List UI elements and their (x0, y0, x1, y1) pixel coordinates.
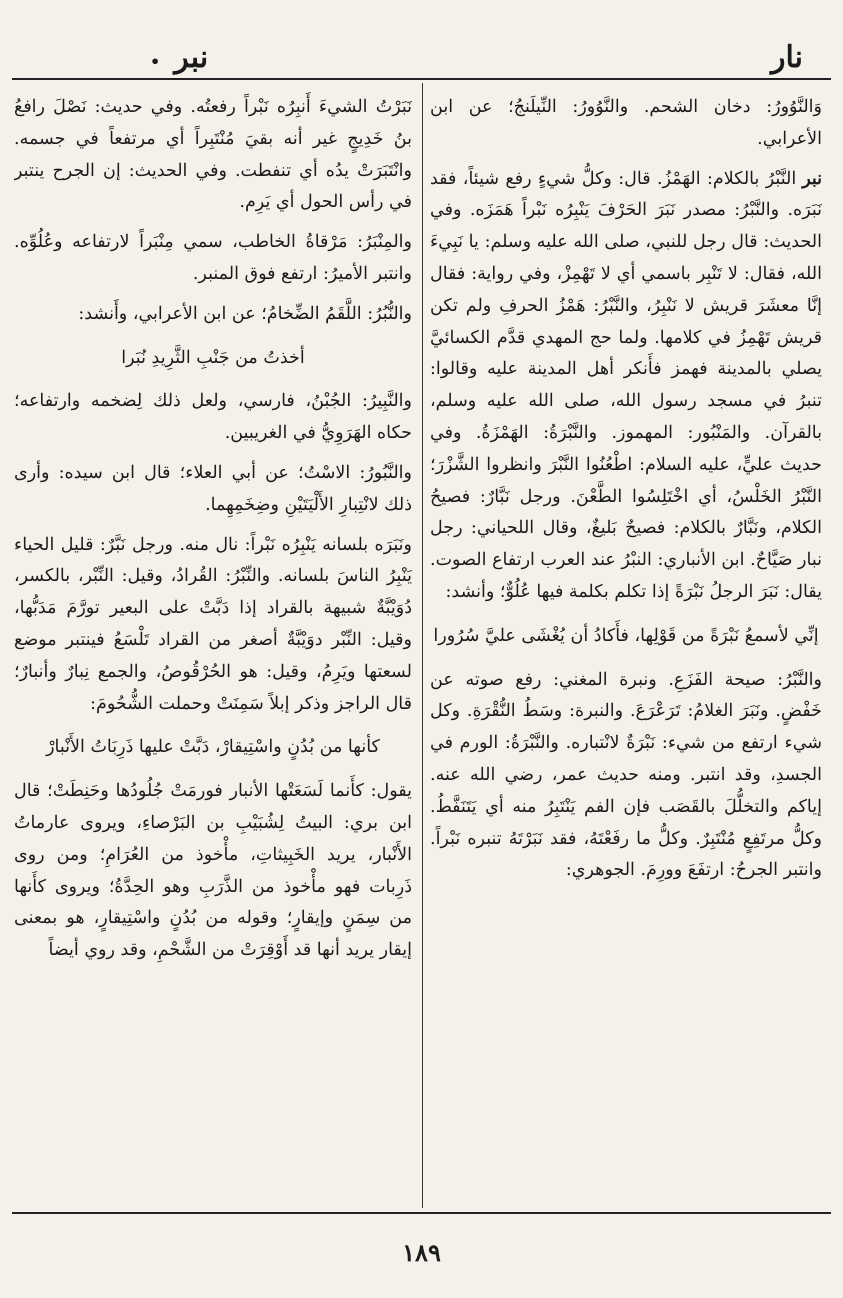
paragraph: نَبَرْتُ الشيءَ أَنبِرُه نَبْراً رفعتُه. وفي حديث: نَصْلَ رافعُ بنُ خَدِيجٍ غير أنه بقيَ مُنْتَبِراً أي مرتفعاً في جسمه. وانْتَبَرَتْ يدُه أي تنفطت. وفي الحديث: إن الجرح ينتبر في رأس الحول أي يَرِم. (14, 97, 412, 213)
bottom-rule (12, 1212, 831, 1214)
page-number: ١٨٩ (402, 1238, 441, 1267)
running-header-right: نار (771, 40, 803, 75)
paragraph: والمِنْبَرُ: مَرْقاةُ الخاطب، سمي مِنْبَراً لارتفاعه وعُلُوِّه. وانتبر الأميرُ: ارتفع فوق المنبر. (14, 232, 412, 284)
running-header-left (150, 40, 208, 75)
paragraph: والنُّبُرُ: اللَّقَمُ الضِّخامُ؛ عن ابن الأعرابي، وأَنشد: (78, 303, 412, 324)
left-column (14, 92, 412, 1204)
paragraph: والنَّبِيرُ: الجُبْنُ، فارسي، ولعل ذلك لِضخمه وارتفاعه؛ حكاه الهَرَوِيُّ في الغريبين. (14, 391, 412, 444)
verse: إنِّي لأسمعُ نَبْرَةً من قَوْلِها، فأَكادُ أن يُغْشَى عليَّ سُرُورا (433, 625, 819, 646)
paragraph: والنَّبُورُ: الاسْتُ؛ عن أبي العلاء؛ قال ابن سيده: وأرى ذلك لانْتِبارِ الأَلْيَتَيْنِ وضِخَمِهِما. (14, 462, 412, 515)
verse: أخذتُ من جَنْبِ الثَّرِيدِ نُبَرا (121, 347, 305, 368)
header-mark: • (150, 52, 161, 71)
paragraph: يقول: كأَنما لَسَعَتْها الأنبار فورمَتْ جُلُودُها وحَنِطَتْ؛ قال ابن بري: البيتُ لِشُبَيْبِ بن البَرْصاءِ، ويروى عارماتُ الأَنْبار، يريد الخَبِيثاتِ، مأْخوذ من العُرَامِ؛ ومن روى ذَرِبات فهو مأْخوذ من الذَّرَبِ وهو الحِدَّةُ؛ ويروى كأَنها من سِمَنٍ وإيقارٍ؛ وقوله من بُدُنٍ واسْتِيقارٍ، هو بمعنى إيقار يريد أنها قد أَوْقِرَتْ من الشَّحْمِ، وقد روي أيضاً (14, 781, 412, 961)
entry-headword: نبر (802, 168, 822, 189)
entry-paragraph: نبرالنَّبْرُ بالكلام: الهَمْزُ. قال: وكلُّ شيءٍ رفع شيئاً، فقد نَبَرَه. والنَّبْرُ: مصدر نَبَرَ الحَرْفَ يَنْبِرُه نَبْراً هَمَزَه. وفي الحديث: قال رجل للنبي، صلى الله عليه وسلم: يا نَبِيءَ الله، فقال: لا تَنْبِر باسمي أي لا تَهْمِزْ، وفي رواية: فقال إنَّا معشَرَ قريش لا نَنْبِرُ، والنَّبْرُ: هَمْزُ الحرفِ ولم تكن قريش تَهْمِزُ في كلامها. ولما حج المهدي قدَّم الكسائيَّ يصلي بالمدينة فهمز فأَنكر أهل المدينة عليه وقالوا: تنبرُ في مسجد رسول الله، صلى الله عليه وسلم، بالقرآن. والمَنْبُور: المهموز. والنَّبْرَةُ: الهَمْزَةُ. وفي حديث عليٍّ، عليه السلام: اطْعُنُوا النَّبْرَ وانظروا الشَّزْرَ؛ النَّبْرُ الخَلْسُ، أي اخْتَلِسُوا الطَّعْنَ. ورجل نَبَّارٌ: فصيحُ الكلام، ونَبَّارٌ بالكلام: فصيحٌ بَليغٌ، وقال اللحياني: رجل نبار صَيَّاحٌ. ابن الأنباري: النبْرُ عند العرب ارتفاع الصوت. يقال: نَبَرَ الرجلُ نَبْرَةً إذا تكلم بكلمة فيها عُلُوٌّ؛ وأنشد: (430, 168, 822, 602)
paragraph: والنَّبْرُ: صيحة الفَزَعِ. ونبرة المغني: رفع صوته عن خَفْضٍ. ونَبَرَ الغلامُ: تَرَعْرَعَ. والنبرة: وسَطُ النُّقْرَةِ. وكل شيء ارتفع من شيء: نَبْرَةٌ لانْتباره. والنَّبْرَةُ: الورم في الجسدِ، وقد انتبر. ومنه حديث عمر، رضي الله عنه. إياكم والتخلُّلَ بالقَصَب فإن الفم يَنْتَبِرُ منه أي يَتَنَفَّطُ. وكلُّ مرتَفِعٍ مُنْتَبِرٌ. وكلُّ ما رفَعْتَهُ، فقد نَبَرْتَهُ تنبره نَبْراً. وانتبر الجرحُ: ارتفَعَ وورِمَ. الجوهري: (430, 669, 822, 881)
running-header-left-word: نبر (174, 40, 209, 75)
top-rule (12, 78, 831, 80)
verse: كأنها من بُدُنٍ واسْتِيقارْ، دَبَّتْ عليها ذَرِبَاتُ الأَنْبارْ (46, 737, 380, 758)
right-column (430, 92, 822, 1204)
paragraph: ونَبَرَه بلسانه يَنْبِرُه نَبْراً: نال منه. ورجل نَبَّرٌ: قليل الحياء يَنْبِرُ الناسَ بلسانه. والنِّبْرُ: القُرادُ، وقيل: النِّبْر، بالكسر، دُوَيْبَّةٌ شبيهة بالقراد إذا دَبَّتْ على البعير تورَّمَ مَدَبُّها، وقيل: النِّبْر دوَيْبَّةٌ أصغر من القراد تَلْسَعُ فينتبر موضع لسعتها ويَرِمُ، وقيل: هو الحُرْقُوصُ، والجمع نِبارٌ وأنبارٌ؛ قال الراجز وذكر إبلاً سَمِنَتْ وحملت الشُّحُومَ: (14, 534, 412, 714)
column-divider (422, 83, 423, 1208)
paragraph: وَالنَّوُورُ: دخان الشحم. والنَّوُورُ: النِّيلَنجُ؛ عن ابن الأعرابي. (430, 97, 822, 149)
